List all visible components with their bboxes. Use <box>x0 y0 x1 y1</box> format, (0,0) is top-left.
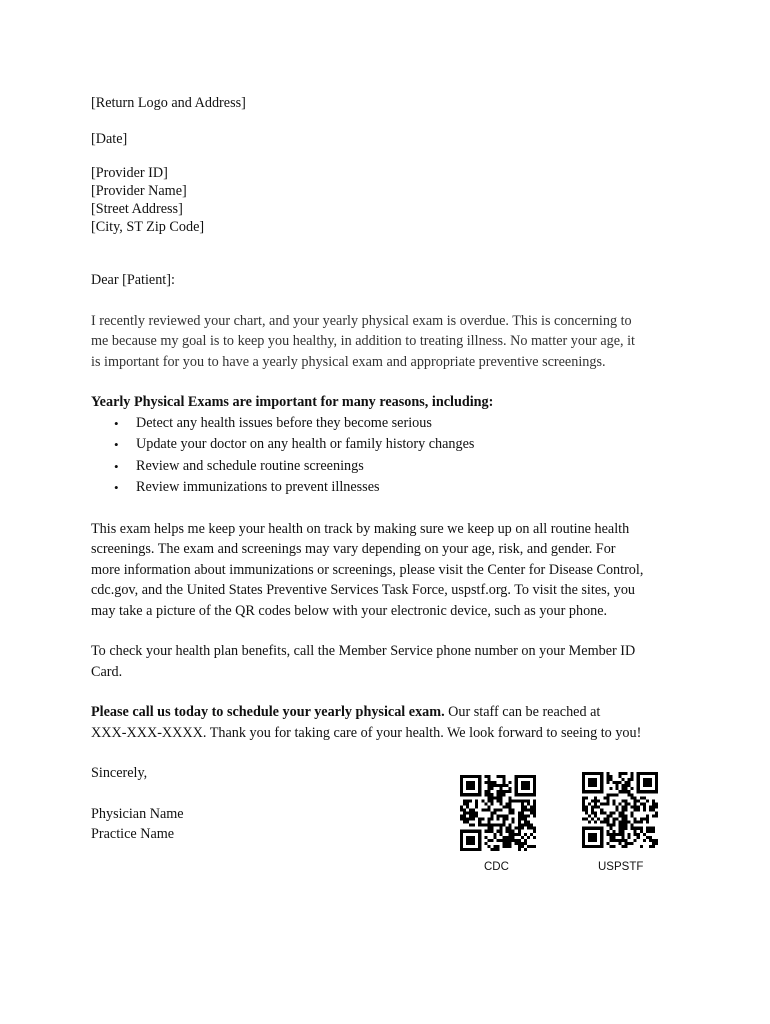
info-line: cdc.gov, and the United States Preventive Services Task Force, uspstf.org. To visit the sites, you <box>91 582 636 598</box>
cdc-label: CDC <box>484 861 509 873</box>
info-line: may take a picture of the QR codes below with your electronic device, such as your phone. <box>91 602 608 619</box>
info-line: more information about immunizations or screenings, please visit the Center for Disease Control, <box>91 561 644 578</box>
intro-paragraph <box>91 311 691 373</box>
call-paragraph <box>91 702 691 743</box>
intro-line: I recently reviewed your chart, and your yearly physical exam is overdue. This is concerning to <box>91 312 632 329</box>
bullet-icon: • <box>114 458 119 474</box>
bullet-icon: • <box>114 437 119 452</box>
street-address: [Street Address] <box>91 201 183 217</box>
greeting: Dear [Patient]: <box>91 272 175 288</box>
benefits-line: To check your health plan benefits, call the Member Service phone number on your Member ID <box>91 643 636 659</box>
provider-name: [Provider Name] <box>91 183 187 199</box>
benefits-paragraph <box>91 641 691 682</box>
cdc-qr-code[interactable] <box>460 775 536 856</box>
call-to-action: Please call us today to schedule your yearly physical exam. <box>91 704 445 720</box>
physician-name: Physician Name <box>91 805 184 822</box>
sincerely: Sincerely, <box>91 765 148 781</box>
provider-id: [Provider ID] <box>91 165 168 181</box>
benefits-line: Card. <box>91 663 123 680</box>
uspstf-label: USPSTF <box>598 861 644 873</box>
bullet-icon: • <box>114 480 119 495</box>
uspstf-qr-icon <box>582 772 658 848</box>
cdc-qr-icon <box>460 775 536 851</box>
letter-body <box>91 93 691 845</box>
info-line: screenings. The exam and screenings may vary depending on your age, risk, and gender. For <box>91 541 616 557</box>
info-paragraph <box>91 519 691 622</box>
list-item: • Review and schedule routine screenings <box>91 456 691 478</box>
intro-line: is important for you to have a yearly physical exam and appropriate preventive screenings. <box>91 353 606 370</box>
city-state-zip: [City, ST Zip Code] <box>91 219 205 235</box>
list-item: • Update your doctor on any health or family history changes <box>91 434 691 456</box>
reasons-heading: Yearly Physical Exams are important for many reasons, including: <box>91 394 494 410</box>
reasons-list <box>91 413 691 499</box>
call-line-2: XXX-XXX-XXXX. Thank you for taking care of your health. We look forward to seeing to you! <box>91 724 642 741</box>
list-item: • Review immunizations to prevent illnesses <box>91 477 691 499</box>
letter-date: [Date] <box>91 130 128 147</box>
bullet-icon: • <box>114 415 119 431</box>
call-rest: Our staff can be reached at <box>444 704 601 720</box>
list-item: • Detect any health issues before they become serious <box>91 413 691 435</box>
return-logo-address: [Return Logo and Address] <box>91 95 246 111</box>
intro-line: me because my goal is to keep you healthy, in addition to treating illness. No matter your age, it <box>91 333 635 349</box>
uspstf-qr-code[interactable] <box>582 772 658 853</box>
info-line: This exam helps me keep your health on track by making sure we keep up on all routine health <box>91 520 630 537</box>
practice-name: Practice Name <box>91 826 175 842</box>
